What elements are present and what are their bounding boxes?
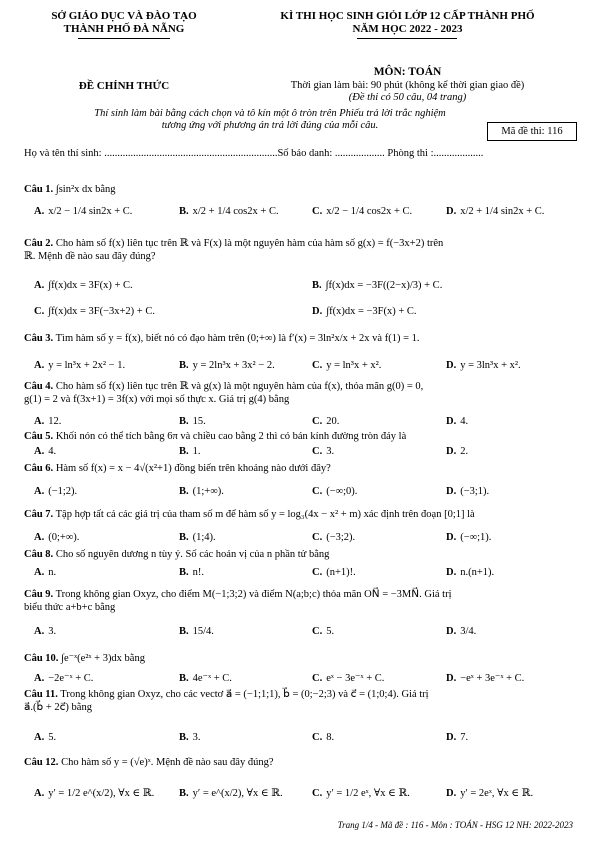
answer-option-a[interactable] [34,416,61,427]
official-label: ĐỀ CHÍNH THỨC [78,80,170,92]
option-text: 4. [48,446,57,457]
answer-option-c[interactable] [312,206,412,217]
question-text-continued: g(1) = 2 và f(3x+1) = 3f(x) với mọi số thực x. Giá trị g(4) bằng [24,394,290,405]
question-text: Trong không gian Oxyz, cho các vectơ a⃗ = (−1;1;1), b⃗ = (0;−2;3) và c⃗ = (1;0;4). Giá trị [57,689,429,700]
question-1 [24,183,574,196]
option-letter: D. [446,206,457,217]
option-text: x/2 + 1/4 sin2x + C. [460,206,545,217]
answer-option-c[interactable] [312,486,357,497]
question-label: Câu 3. [24,333,54,344]
options-row [34,672,574,686]
question-text-continued: a⃗.(b⃗ + 2c⃗) bằng [24,702,92,713]
answer-option-c[interactable] [34,306,155,317]
option-text: 5. [48,732,57,743]
option-letter: D. [312,306,323,317]
answer-option-b[interactable] [179,626,214,637]
exam-title-line-1: KÌ THI HỌC SINH GIỎI LỚP 12 CẤP THÀNH PHỐ [280,10,535,22]
exam-code-box: Mã đề thi: 116 [487,122,577,141]
question-text: Cho số nguyên dương n tùy ý. Số các hoán vị của n phần tử bằng [53,549,330,560]
option-text: 15. [192,416,206,427]
question-text: Trong không gian Oxyz, cho điểm M(−1;3;2) và điểm N(a;b;c) thỏa mãn ON⃗ = −3MN⃗. Giá trị [53,589,452,600]
option-letter: D. [446,673,457,684]
option-letter: A. [34,567,45,578]
question-label: Câu 10. [24,653,59,664]
option-letter: B. [179,206,189,217]
options-row [34,486,574,500]
answer-option-a[interactable] [34,446,56,457]
answer-option-b[interactable] [179,732,201,743]
option-letter: B. [179,732,189,743]
option-text: eˣ − 3e⁻ˣ + C. [326,673,385,684]
option-text: ∫f(x)dx = 3F(x) + C. [48,280,133,291]
option-text: y′ = e^(x/2), ∀x ∈ ℝ. [192,788,283,799]
question-12 [24,756,574,769]
question-label: Câu 2. [24,238,54,249]
option-text: 3. [192,732,201,743]
option-text: −2e⁻ˣ + C. [48,673,94,684]
options-row [34,567,574,581]
option-text: 5. [326,626,335,637]
subject-title: MÔN: TOÁN [373,66,442,78]
option-letter: B. [179,486,189,497]
question-label: Câu 8. [24,549,54,560]
question-text: ∫sin²x dx bằng [53,184,116,195]
answer-option-c[interactable] [312,787,410,799]
answer-option-d[interactable] [446,416,468,427]
option-letter: C. [34,306,45,317]
answer-option-b[interactable] [179,360,275,371]
option-text: x/2 − 1/4 sin2x + C. [48,206,133,217]
option-text: n!. [192,567,205,578]
question-5 [24,430,574,443]
question-label: Câu 1. [24,184,54,195]
answer-option-a[interactable] [34,486,77,497]
options-row [34,446,574,460]
option-letter: B. [179,532,189,543]
answer-option-d[interactable] [446,672,524,684]
answer-option-d[interactable] [446,532,491,543]
option-text: ∫f(x)dx = −3F(x) + C. [326,306,417,317]
question-label: Câu 12. [24,757,59,768]
option-letter: D. [446,788,457,799]
option-letter: D. [446,486,457,497]
exam-title-underline [357,38,457,39]
answer-option-a[interactable] [34,206,132,217]
answer-option-a[interactable] [34,280,133,291]
options-row [34,206,574,220]
question-label: Câu 4. [24,381,54,392]
option-letter: B. [312,280,322,291]
question-10 [24,652,574,665]
answer-option-c[interactable] [312,360,381,371]
question-label: Câu 5. [24,431,54,442]
options-row [34,306,574,320]
answer-option-c[interactable] [312,532,355,543]
answer-option-b[interactable] [179,486,224,497]
option-letter: A. [34,416,45,427]
option-text: 1. [192,446,201,457]
question-text-continued: ℝ. Mệnh đề nào sau đây đúng? [24,251,156,262]
option-text: y′ = 1/2 eˣ, ∀x ∈ ℝ. [326,788,410,799]
answer-option-b[interactable] [179,206,279,217]
option-letter: D. [446,626,457,637]
option-text: n.(n+1). [460,567,495,578]
question-label: Câu 11. [24,689,58,700]
option-text: 3. [326,446,335,457]
option-letter: C. [312,567,323,578]
option-letter: B. [179,360,189,371]
option-text: 7. [460,732,469,743]
question-label: Câu 7. [24,509,54,520]
option-text: (n+1)!. [326,567,356,578]
option-letter: D. [446,732,457,743]
question-text: Cho hàm số y = (√e)ˣ. Mệnh đề nào sau đây đúng? [58,757,274,768]
option-text: n. [48,567,57,578]
answer-option-b[interactable] [312,280,442,291]
question-3 [24,332,574,345]
answer-option-a[interactable] [34,732,56,743]
department-header [24,10,224,36]
question-11 [24,688,574,714]
options-row [34,732,574,746]
option-text: (1;+∞). [192,486,224,497]
question-text: ∫e⁻ˣ(e²ˣ + 3)dx bằng [58,653,145,664]
option-letter: B. [179,788,189,799]
option-text: (0;+∞). [48,532,80,543]
option-text: x/2 − 1/4 cos2x + C. [326,206,413,217]
answer-option-a[interactable] [34,626,56,637]
option-text: 2. [460,446,469,457]
question-label: Câu 9. [24,589,54,600]
question-4 [24,380,574,406]
question-text: Cho hàm số f(x) liên tục trên ℝ và F(x) là một nguyên hàm của hàm số g(x) = f(−3x+2) trên [53,238,444,249]
answer-option-a[interactable] [34,360,125,371]
option-letter: D. [446,446,457,457]
department-line-2: THÀNH PHỐ ĐÀ NẴNG [63,23,185,35]
option-letter: A. [34,732,45,743]
option-letter: B. [179,626,189,637]
option-letter: C. [312,486,323,497]
option-letter: B. [179,673,189,684]
question-text-continued: biểu thức a+b+c bằng [24,602,116,613]
time-line-2: (Đề thi có 50 câu, 04 trang) [348,92,467,103]
answer-option-d[interactable] [446,360,521,371]
answer-option-d[interactable] [446,446,468,457]
option-text: y = 3ln³x + x². [460,360,521,371]
option-text: y = 2ln³x + 3x² − 2. [192,360,275,371]
option-letter: B. [179,446,189,457]
option-letter: A. [34,360,45,371]
candidate-info-line: Họ và tên thí sinh: ..................................................................Số báo danh: ................... Phòng thi :................... [24,148,484,159]
option-text: (−1;2). [48,486,78,497]
answer-option-c[interactable] [312,416,339,427]
options-row [34,626,574,640]
option-letter: C. [312,673,323,684]
option-text: 20. [326,416,340,427]
option-text: (−3;2). [326,532,356,543]
option-letter: A. [34,626,45,637]
option-letter: C. [312,788,323,799]
option-letter: B. [179,416,189,427]
answer-option-b[interactable] [179,446,201,457]
option-text: (1;4). [192,532,216,543]
options-row [34,416,574,430]
option-text: 4e⁻ˣ + C. [192,673,232,684]
time-line-1: Thời gian làm bài: 90 phút (không kể thời gian giao đề) [290,80,525,91]
page-footer: Trang 1/4 - Mã đề : 116 - Môn : TOÁN - HSG 12 NH: 2022-2023 [337,820,573,830]
answer-option-c[interactable] [312,732,334,743]
option-text: y = ln³x + 2x² − 1. [48,360,126,371]
option-text: (−∞;1). [460,532,492,543]
option-text: y′ = 2eˣ, ∀x ∈ ℝ. [460,788,534,799]
options-row [34,532,574,546]
option-letter: C. [312,206,323,217]
option-text: 8. [326,732,335,743]
answer-option-d[interactable] [446,626,476,637]
option-text: y′ = 1/2 e^(x/2), ∀x ∈ ℝ. [48,788,155,799]
options-row [34,280,574,294]
option-letter: A. [34,206,45,217]
question-8 [24,548,574,561]
answer-option-b[interactable] [179,567,204,578]
answer-option-c[interactable] [312,567,356,578]
question-text: Tập hợp tất cả các giá trị của tham số m để hàm số y = log₃(4x − x² + m) xác định trên đoạn [0;1] là [53,509,475,520]
answer-option-c[interactable] [312,672,384,684]
option-letter: D. [446,532,457,543]
option-text: ∫f(x)dx = −3F((2−x)/3) + C. [325,280,443,291]
option-letter: C. [312,416,323,427]
option-letter: A. [34,673,45,684]
option-text: 12. [48,416,62,427]
option-letter: A. [34,486,45,497]
option-text: ∫f(x)dx = 3F(−3x+2) + C. [48,306,155,317]
option-text: 3/4. [460,626,477,637]
options-row [34,360,574,374]
option-letter: C. [312,532,323,543]
instruction-line-1: Thí sinh làm bài bằng cách chọn và tô kín một ô tròn trên Phiếu trả lời trắc nghiệm [94,108,446,119]
answer-option-c[interactable] [312,446,334,457]
option-text: 15/4. [192,626,214,637]
question-text: Tìm hàm số y = f(x), biết nó có đạo hàm trên (0;+∞) là f′(x) = 3ln²x/x + 2x và f(1) = 1. [53,333,420,344]
question-text: Hàm số f(x) = x − 4√(x²+1) đồng biến trên khoảng nào dưới đây? [53,463,331,474]
answer-option-b[interactable] [179,787,283,799]
question-text: Cho hàm số f(x) liên tục trên ℝ và g(x) là một nguyên hàm của f(x), thỏa mãn g(0) = 0, [53,381,424,392]
question-6 [24,462,574,475]
instructions [60,108,480,132]
option-text: x/2 + 1/4 cos2x + C. [192,206,279,217]
answer-option-b[interactable] [179,532,216,543]
option-letter: C. [312,626,323,637]
option-letter: A. [34,446,45,457]
option-text: (−∞;0). [326,486,358,497]
option-letter: C. [312,732,323,743]
option-letter: C. [312,446,323,457]
exam-header [235,10,580,36]
question-text: Khối nón có thể tích bằng 6π và chiều cao bằng 2 thì có bán kính đường tròn đáy là [53,431,407,442]
option-letter: D. [446,416,457,427]
question-9 [24,588,574,614]
option-letter: A. [34,788,45,799]
question-label: Câu 6. [24,463,54,474]
answer-option-d[interactable] [446,206,544,217]
answer-option-d[interactable] [446,486,489,497]
option-text: 3. [48,626,57,637]
department-line-1: SỞ GIÁO DỤC VÀ ĐÀO TẠO [51,10,197,22]
options-row [34,787,574,801]
option-text: (−3;1). [460,486,490,497]
option-letter: B. [179,567,189,578]
option-text: y = ln³x + x². [326,360,382,371]
answer-option-b[interactable] [179,672,232,684]
instruction-line-2: tương ứng với phương án trả lời đúng của mỗi câu. [161,120,379,131]
question-2 [24,237,574,263]
time-info [235,80,580,104]
answer-option-c[interactable] [312,626,334,637]
answer-option-d[interactable] [446,567,494,578]
option-letter: D. [446,567,457,578]
option-letter: A. [34,532,45,543]
exam-title-line-2: NĂM HỌC 2022 - 2023 [352,23,463,35]
answer-option-d[interactable] [312,306,417,317]
answer-option-a[interactable] [34,672,93,684]
option-letter: A. [34,280,45,291]
department-underline [78,38,170,39]
question-7 [24,508,574,521]
answer-option-a[interactable] [34,532,79,543]
answer-option-d[interactable] [446,732,468,743]
answer-option-a[interactable] [34,787,154,799]
answer-option-a[interactable] [34,567,56,578]
answer-option-b[interactable] [179,416,206,427]
option-text: −eˣ + 3e⁻ˣ + C. [460,673,525,684]
option-letter: C. [312,360,323,371]
answer-option-d[interactable] [446,787,533,799]
option-letter: D. [446,360,457,371]
option-text: 4. [460,416,469,427]
